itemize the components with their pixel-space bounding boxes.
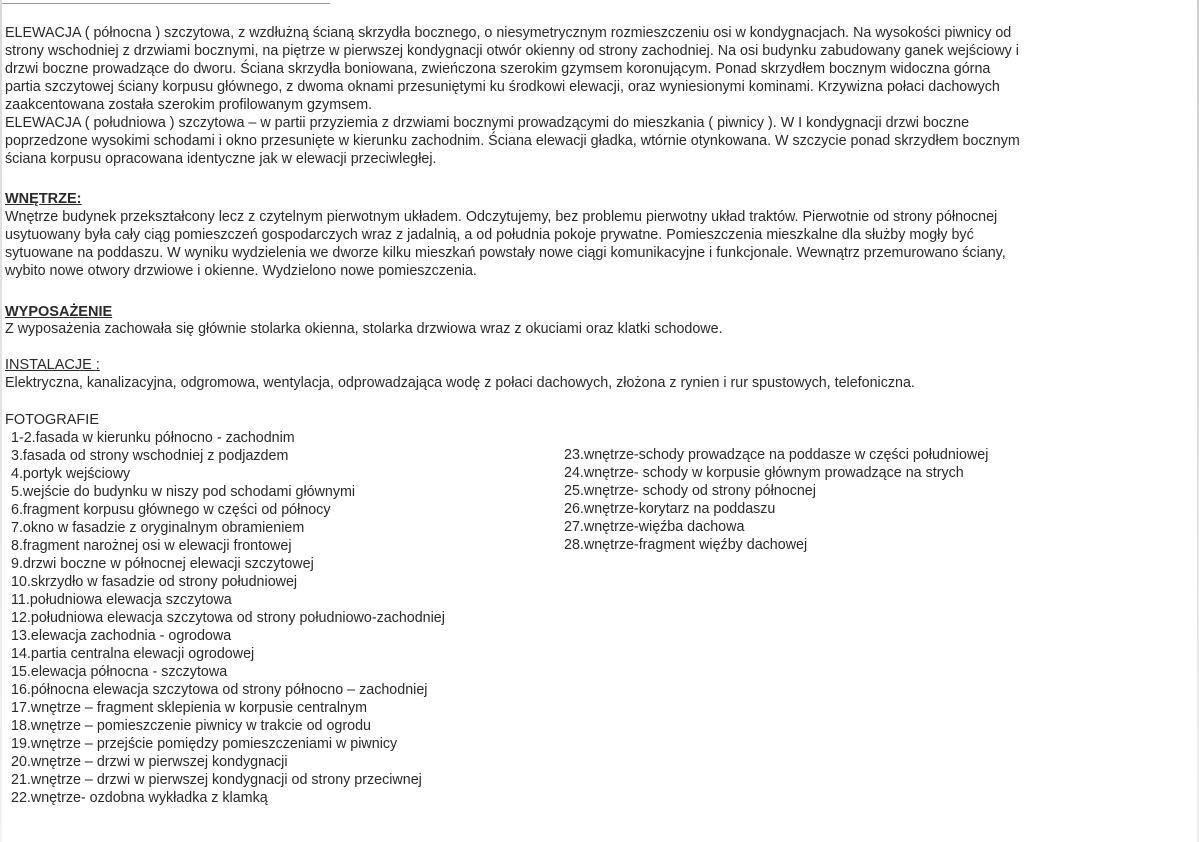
photo-list-item: 1-2.fasada w kierunku północno - zachodnim	[11, 430, 295, 446]
photo-list-item: 20.wnętrze – drzwi w pierwszej kondygnacji	[11, 754, 288, 770]
photo-list-item: 18.wnętrze – pomieszczenie piwnicy w trakcie od ogrodu	[11, 718, 371, 734]
photo-list-item: 14.partia centralna elewacji ogrodowej	[11, 646, 255, 662]
wnetrze-line: usytuowany była cały ciąg pomieszczeń gospodarczych wraz z jadalnią, a od południa pokoje prywatne. Pomieszczenia mieszkalne dla służby mogły być	[5, 227, 974, 243]
photo-list-right	[564, 446, 988, 554]
photo-list-item: 25.wnętrze- schody od strony północnej	[564, 483, 816, 499]
photo-list-item: 12.południowa elewacja szczytowa od strony południowo-zachodniej	[11, 610, 445, 626]
wnetrze-heading: WNĘTRZE:	[5, 191, 82, 207]
elewacje-line: ściana korpusu opracowana identyczne jak w elewacji przeciwległej.	[5, 151, 437, 167]
photo-list-item: 8.fragment narożnej osi w elewacji frontowej	[11, 538, 292, 554]
top-scan-line	[0, 3, 330, 4]
photo-list-item: 26.wnętrze-korytarz na poddaszu	[564, 501, 776, 517]
elewacje-line: strony wschodniej z drzwiami bocznymi, na piętrze w pierwszej kondygnacji otwór okienny od strony zachodniej. Na osi budynku zabudowany ganek wejściowy i	[5, 43, 1019, 59]
photo-list-item: 21.wnętrze – drzwi w pierwszej kondygnacji od strony przeciwnej	[11, 772, 422, 788]
photo-list-item: 23.wnętrze-schody prowadzące na poddasze w części południowej	[564, 447, 989, 463]
photo-list-item: 27.wnętrze-więźba dachowa	[564, 519, 745, 535]
photo-list-item: 13.elewacja zachodnia - ogrodowa	[11, 628, 232, 644]
elewacje-paragraph	[5, 24, 1190, 168]
wnetrze-line: wybito nowe otwory drzwiowe i okienne. Wydzielono nowe pomieszczenia.	[5, 263, 477, 279]
elewacje-line: ELEWACJA ( północna ) szczytowa, z wzdłużną ścianą skrzydła bocznego, o niesymetrycznym rozmieszczeniu osi w kondygnacjach. Na wysokości piwnicy od	[5, 25, 1012, 41]
photo-list-item: 4.portyk wejściowy	[11, 466, 131, 482]
photo-list-item: 9.drzwi boczne w północnej elewacji szczytowej	[11, 556, 314, 572]
elewacje-line: partia szczytowej ściany korpusu głównego, z dwoma oknami przesuniętymi ku środkowi elewacji, oraz wyniesionymi kominami. Krzywizna połaci dachowych	[5, 79, 1000, 95]
left-scan-edge	[0, 0, 2, 842]
wyposazenie-heading: WYPOSAŻENIE	[5, 304, 113, 320]
photo-list-item: 15.elewacja północna - szczytowa	[11, 664, 228, 680]
photo-list-item: 19.wnętrze – przejście pomiędzy pomieszczeniami w piwnicy	[11, 736, 398, 752]
photo-list-item: 28.wnętrze-fragment więźby dachowej	[564, 537, 808, 553]
elewacje-line: zaakcentowana została szerokim profilowanym gzymsem.	[5, 97, 373, 113]
photo-list-left	[11, 429, 445, 807]
wnetrze-paragraph	[5, 208, 1190, 280]
wyposazenie-line: Z wyposażenia zachowała się głównie stolarka okienna, stolarka drzwiowa wraz z okuciami oraz klatki schodowe.	[5, 321, 723, 337]
photo-list-item: 5.wejście do budynku w niszy pod schodami głównymi	[11, 484, 356, 500]
photo-list-item: 7.okno w fasadzie z oryginalnym obramieniem	[11, 520, 305, 536]
elewacje-line: drzwi boczne prowadzące do dworu. Ściana skrzydła boniowana, zwieńczona szerokim gzymsem koronującym. Ponad skrzydłem bocznym widoczna górna	[5, 61, 991, 77]
photo-list-item: 17.wnętrze – fragment sklepienia w korpusie centralnym	[11, 700, 368, 716]
wnetrze-line: sytuowane na poddaszu. W wyniku wydzielenia we dworze kilku mieszkań powstały nowe ciągi komunikacyjne i funkcjonale. Wewnątrz przemurowano ściany,	[5, 245, 1006, 261]
photo-list-item: 6.fragment korpusu głównego w części od północy	[11, 502, 331, 518]
photo-list-item: 11.południowa elewacja szczytowa	[11, 592, 232, 608]
instalacje-line: Elektryczna, kanalizacyjna, odgromowa, wentylacja, odprowadzająca wodę z połaci dachowych, złożona z rynien i rur spustowych, telefoniczna.	[5, 375, 915, 391]
photo-list-item: 3.fasada od strony wschodniej z podjazdem	[11, 448, 289, 464]
instalacje-paragraph	[5, 374, 1190, 392]
instalacje-heading: INSTALACJE :	[5, 357, 100, 373]
photo-list-item: 16.północna elewacja szczytowa od strony północno – zachodniej	[11, 682, 428, 698]
wnetrze-line: Wnętrze budynek przekształcony lecz z czytelnym pierwotnym układem. Odczytujemy, bez problemu pierwotny układ traktów. Pierwotnie od strony północnej	[5, 209, 998, 225]
photo-list-item: 22.wnętrze- ozdobna wykładka z klamką	[11, 790, 268, 806]
fotografie-heading: FOTOGRAFIE	[5, 412, 99, 428]
elewacje-line: poprzedzone wysokimi schodami i okno przesunięte w kierunku zachodnim. Ściana elewacji gładka, wtórnie otynkowana. W szczycie ponad skrzydłem bocznym	[5, 133, 1020, 149]
photo-list-item: 10.skrzydło w fasadzie od strony południowej	[11, 574, 298, 590]
wyposazenie-paragraph	[5, 320, 1190, 338]
elewacje-line: ELEWACJA ( południowa ) szczytowa – w partii przyziemia z drzwiami bocznymi prowadzącymi do mieszkania ( piwnicy ). W I kondygnacji drzwi boczne	[5, 115, 970, 131]
photo-list-item: 24.wnętrze- schody w korpusie głównym prowadzące na strych	[564, 465, 964, 481]
